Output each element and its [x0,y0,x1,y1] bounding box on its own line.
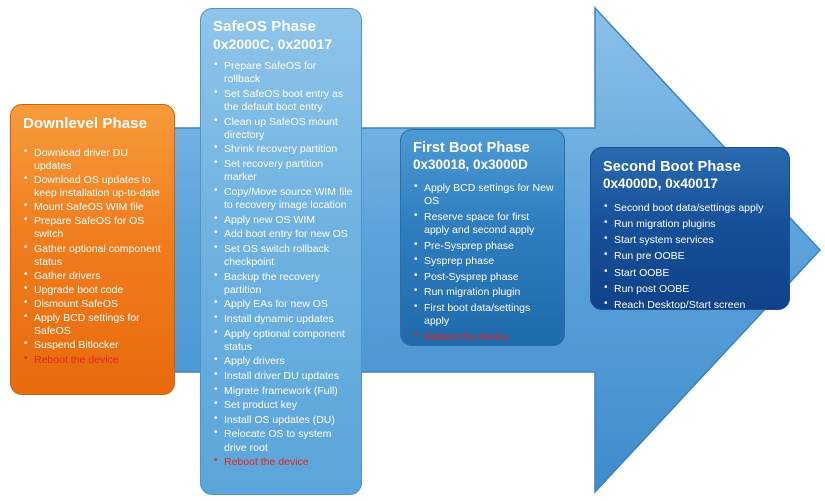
list-item: • Reserve space for first apply and second apply [413,211,556,237]
phase-title: Second Boot Phase [603,159,741,175]
list-item: • Apply BCD settings for SafeOS [23,312,165,338]
list-item: • Gather optional component status [23,243,165,269]
phase-card-safeos [200,8,362,495]
phase-card-secondboot [590,147,790,310]
phase-task-list [213,60,355,469]
list-item: • Start OOBE [603,267,781,280]
list-item: • Run migration plugins [603,218,781,231]
phase-task-list [603,202,781,310]
list-item-reboot: • Reboot the device [213,456,355,469]
list-item: • Suspend Bitlocker [23,339,165,352]
list-item-reboot: • Reboot the device [23,354,165,367]
list-item: • Download driver DU updates [23,147,165,173]
phase-title: SafeOS Phase [213,18,316,35]
list-item: • Add boot entry for new OS [213,228,355,241]
list-item: • Set SafeOS boot entry as the default boot entry [213,88,355,114]
phase-task-list [23,147,165,367]
list-item: • Set OS switch rollback checkpoint [213,243,355,269]
list-item: • Install driver DU updates [213,370,355,383]
list-item: • Second boot data/settings apply [603,202,781,215]
list-item: • Backup the recovery partition [213,271,355,297]
list-item: • Apply new OS WIM [213,214,355,227]
list-item-reboot: • Reboot the device [413,331,556,344]
phase-card-firstboot [400,129,565,346]
list-item: • Set product key [213,399,355,412]
list-item: • Install OS updates (DU) [213,414,355,427]
list-item: • Gather drivers [23,270,165,283]
list-item: • Dismount SafeOS [23,298,165,311]
list-item: • Sysprep phase [413,255,556,268]
list-item: • Relocate OS to system drive root [213,428,355,454]
list-item: • Prepare SafeOS for rollback [213,60,355,86]
list-item: • Reach Desktop/Start screen [603,299,781,310]
list-item: • Prepare SafeOS for OS switch [23,215,165,241]
list-item: • Upgrade boot code [23,284,165,297]
list-item: • Mount SafeOS WIM file [23,201,165,214]
list-item: • Apply drivers [213,355,355,368]
list-item: • Pre-Sysprep phase [413,240,556,253]
phase-codes: 0x4000D, 0x40017 [603,176,718,192]
list-item: • Run post OOBE [603,283,781,296]
list-item: • Migrate framework (Full) [213,385,355,398]
phase-title: Downlevel Phase [23,115,148,132]
list-item: • Install dynamic updates [213,313,355,326]
phase-card-downlevel [10,104,175,395]
phase-codes: 0x30018, 0x3000D [413,157,528,173]
list-item: • Start system services [603,234,781,247]
phase-codes: 0x2000C, 0x20017 [213,35,333,52]
list-item: • Apply EAs for new OS [213,298,355,311]
list-item: • Apply BCD settings for New OS [413,182,556,208]
list-item: • Copy/Move source WIM file to recovery image location [213,186,355,212]
list-item: • Set recovery partition marker [213,158,355,184]
phase-title: First Boot Phase [413,140,530,156]
list-item: • First boot data/settings apply [413,302,556,328]
list-item: • Apply optional component status [213,328,355,354]
list-item: • Run migration plugin [413,286,556,299]
list-item: • Post-Sysprep phase [413,271,556,284]
list-item: • Run pre OOBE [603,250,781,263]
list-item: • Shrink recovery partition [213,143,355,156]
list-item: • Download OS updates to keep installation up-to-date [23,174,165,200]
list-item: • Clean up SafeOS mount directory [213,116,355,142]
phase-task-list [413,182,556,344]
